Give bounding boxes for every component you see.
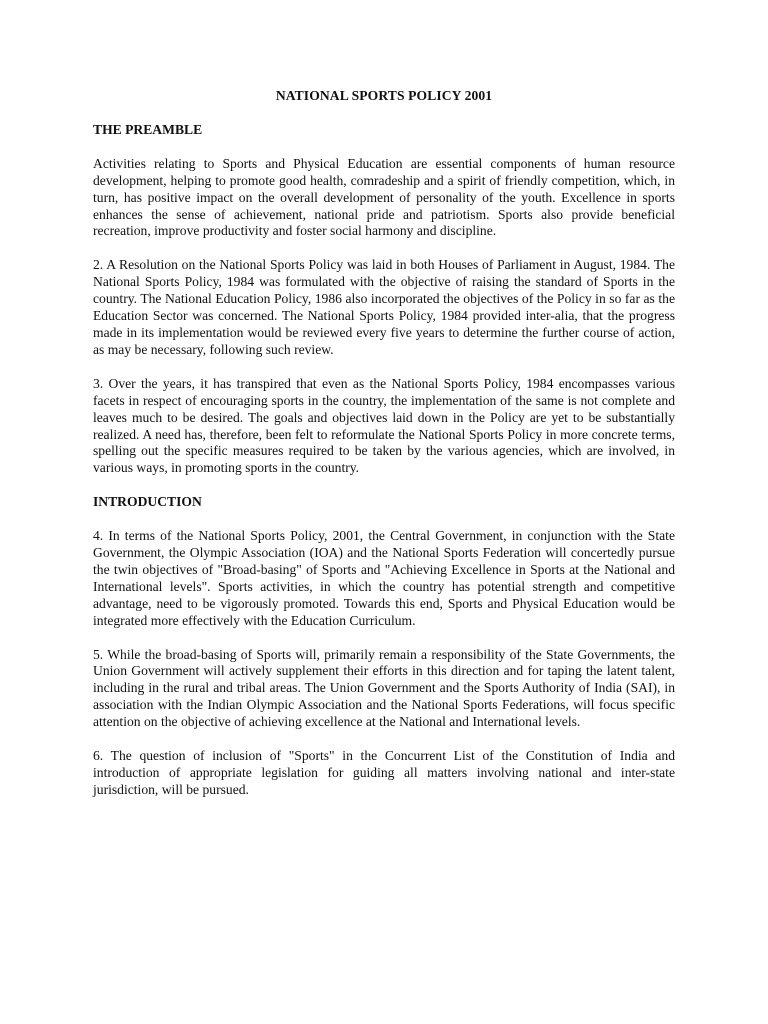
preamble-paragraph-3: 3. Over the years, it has transpired that even as the National Sports Policy, 1984 encompasses various facets in respect of encouraging sports in the country, the implementation of the same is not complete and leaves much to be desired. The goals and objectives laid down in the Policy are yet to be substantially realized. A need has, therefore, been felt to reformulate the National Sports Policy in more concrete terms, spelling out the specific measures required to be taken by the various agencies, which are involved, in various ways, in promoting sports in the country. bbox=[93, 375, 675, 476]
preamble-paragraph-2: 2. A Resolution on the National Sports Policy was laid in both Houses of Parliament in August, 1984. The National Sports Policy, 1984 was formulated with the objective of raising the standard of Sports in the country. The National Education Policy, 1986 also incorporated the objectives of the Policy in so far as the Education Sector was concerned. The National Sports Policy, 1984 provided inter-alia, that the progress made in its implementation would be reviewed every five years to determine the further course of action, as may be necessary, following such review. bbox=[93, 257, 675, 357]
introduction-paragraph-5: 5. While the broad-basing of Sports will, primarily remain a responsibility of the State Governments, the Union Government will actively supplement their efforts in this direction and for taping the latent talent, including in the rural and tribal areas. The Union Government and the Sports Authority of India (SAI), in association with the Indian Olympic Association and the National Sports Federations, will focus specific attention on the objective of achieving excellence at the National and International levels. bbox=[93, 646, 675, 730]
preamble-heading: THE PREAMBLE bbox=[93, 121, 203, 137]
preamble-paragraph-1: Activities relating to Sports and Physical Education are essential components of human resource development, helping to promote good health, comradeship and a spirit of friendly competition, which, in turn, has positive impact on the overall development of personality of the youth. Excellence in sports enhances the sense of achievement, national pride and patriotism. Sports also provide beneficial recreation, improve productivity and foster social harmony and discipline. bbox=[93, 155, 675, 239]
document-title: NATIONAL SPORTS POLICY 2001 bbox=[275, 88, 493, 103]
introduction-paragraph-4: 4. In terms of the National Sports Policy, 2001, the Central Government, in conjunction with the State Government, the Olympic Association (IOA) and the National Sports Federation will concertedly pursue the twin objectives of "Broad-basing" of Sports and "Achieving Excellence in Sports at the National and International levels". Sports activities, in which the country has potential strength and competitive advantage, need to be vigorously promoted. Towards this end, Sports and Physical Education would be integrated more effectively with the Education Curriculum. bbox=[93, 528, 675, 628]
introduction-heading: INTRODUCTION bbox=[93, 494, 202, 510]
introduction-paragraph-6: 6. The question of inclusion of "Sports" in the Concurrent List of the Constitution of India and introduction of appropriate legislation for guiding all matters involving national and inter-state jurisdiction, will be pursued. bbox=[93, 748, 675, 797]
